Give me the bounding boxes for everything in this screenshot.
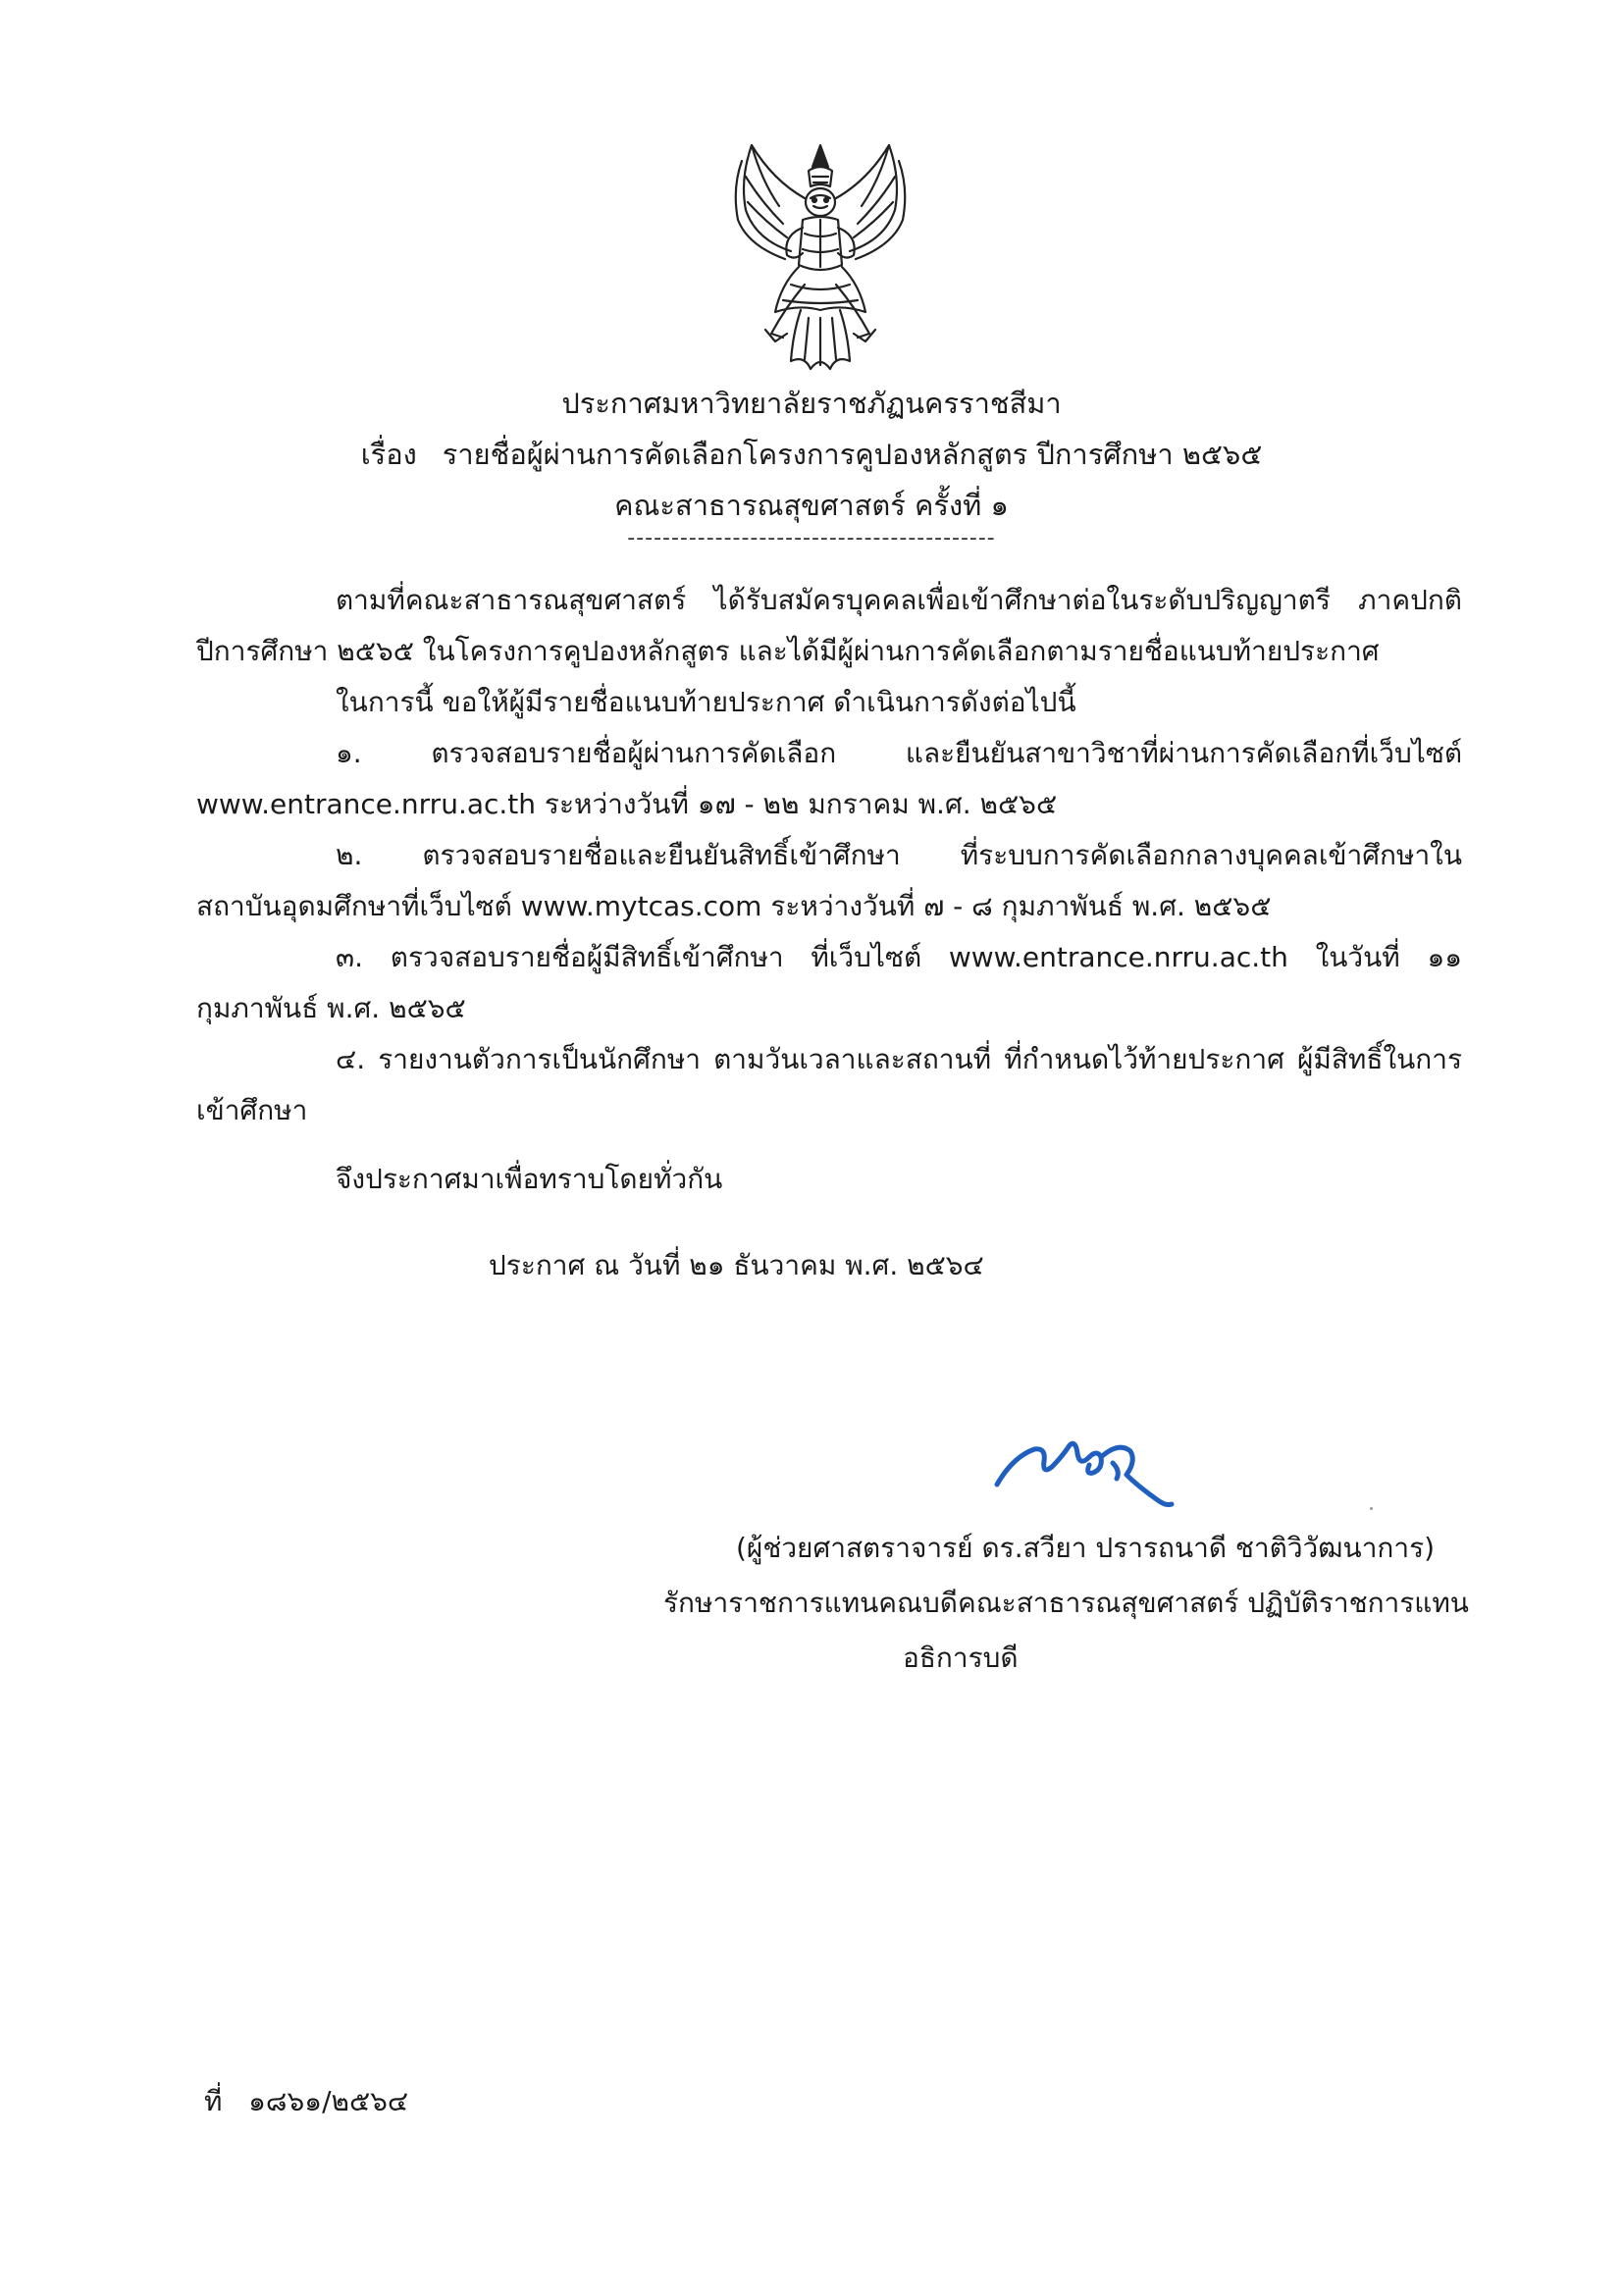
list-item-2-line-2: สถาบันอุดมศึกษาที่เว็บไซต์ www.mytcas.com ระหว่างวันที่ ๗ - ๘ กุมภาพันธ์ พ.ศ. ๒๕๖๕ — [196, 890, 1272, 922]
paragraph-intro-line-2: ปีการศึกษา ๒๕๖๕ ในโครงการคูปองหลักสูตร และได้มีผู้ผ่านการคัดเลือกตามรายชื่อแนบท้ายประกาศ — [196, 635, 1380, 667]
list-item-2-line-1: ๒. ตรวจสอบรายชื่อและยืนยันสิทธิ์เข้าศึกษา ที่ระบบการคัดเลือกกลางบุคคลเข้าศึกษาใน — [336, 839, 1462, 871]
faculty-line: คณะสาธารณสุขศาสตร์ ครั้งที่ ๑ — [614, 489, 1009, 522]
document-number: ที่ ๑๘๖๑/๒๕๖๔ — [204, 2085, 409, 2117]
list-item-3-line-2: กุมภาพันธ์ พ.ศ. ๒๕๖๕ — [196, 992, 466, 1024]
announcement-title: ประกาศมหาวิทยาลัยราชภัฏนครราชสีมา — [561, 387, 1062, 420]
closing-statement: จึงประกาศมาเพื่อทราบโดยทั่วกัน — [336, 1163, 723, 1195]
garuda-emblem-icon — [722, 137, 918, 378]
header-divider: ------------------------------------------ — [627, 526, 996, 550]
announcement-subject — [0, 432, 1623, 477]
signer-position-line-1: รักษาราชการแทนคณบดีคณะสาธารณสุขศาสตร์ ปฏิบัติราชการแทน — [663, 1587, 1469, 1619]
paragraph-intro — [196, 575, 1462, 677]
subject-text: รายชื่อผู้ผ่านการคัดเลือกโครงการคูปองหลักสูตร ปีการศึกษา ๒๕๖๕ — [442, 438, 1263, 471]
list-item-4-line-2: เข้าศึกษา — [196, 1094, 308, 1126]
paragraph-intro-line-1: ตามที่คณะสาธารณสุขศาสตร์ ได้รับสมัครบุคคลเพื่อเข้าศึกษาต่อในระดับปริญญาตรี ภาคปกติ — [336, 584, 1462, 616]
signer-name: (ผู้ช่วยศาสตราจารย์ ดร.สวียา ปรารถนาดี ชาติวิวัฒนาการ) — [736, 1532, 1436, 1564]
announcement-date: ประกาศ ณ วันที่ ๒๑ ธันวาคม พ.ศ. ๒๕๖๔ — [489, 1249, 984, 1281]
list-item-1-line-1: ๑. ตรวจสอบรายชื่อผู้ผ่านการคัดเลือก และยืนยันสาขาวิชาที่ผ่านการคัดเลือกที่เว็บไซต์ — [336, 737, 1462, 769]
subject-label: เรื่อง — [360, 438, 417, 471]
paragraph-instructions-text: ในการนี้ ขอให้ผู้มีรายชื่อแนบท้ายประกาศ ดำเนินการดังต่อไปนี้ — [336, 686, 1076, 718]
signature-icon — [991, 1428, 1178, 1511]
list-item-4-line-1: ๔. รายงานตัวการเป็นนักศึกษา ตามวันเวลาและสถานที่ ที่กำหนดไว้ท้ายประกาศ ผู้มีสิทธิ์ในการ — [336, 1043, 1462, 1075]
instruction-list — [196, 728, 1462, 1136]
paragraph-instructions — [196, 677, 1462, 728]
scan-speck — [1370, 1507, 1373, 1510]
signer-position-line-2: อธิการบดี — [903, 1642, 1019, 1674]
list-item-1-line-2: www.entrance.nrru.ac.th ระหว่างวันที่ ๑๗ - ๒๒ มกราคม พ.ศ. ๒๕๖๕ — [196, 788, 1058, 820]
list-item-3-line-1: ๓. ตรวจสอบรายชื่อผู้มีสิทธิ์เข้าศึกษา ที่เว็บไซต์ www.entrance.nrru.ac.th ในวันที่ ๑๑ — [336, 941, 1462, 973]
